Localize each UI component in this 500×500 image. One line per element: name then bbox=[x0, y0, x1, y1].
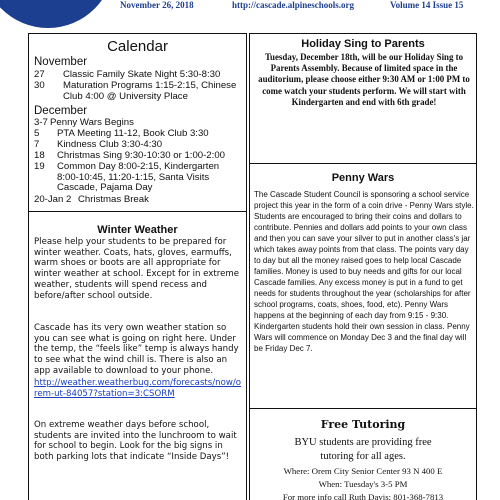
school-url[interactable]: http://cascade.alpineschools.org bbox=[232, 0, 355, 10]
free-tutoring-title: Free Tutoring bbox=[320, 418, 406, 431]
free-tutoring-lead: BYU students are providing free tutoring for all ages. bbox=[294, 437, 432, 462]
newsletter-header bbox=[0, 0, 500, 14]
event-date: 30 bbox=[34, 80, 45, 91]
event-text: Maturation Programs 1:15-2:15, Chinese Club 4:00 @ University Place bbox=[63, 80, 237, 102]
penny-wars-body: The Cascade Student Council is sponsoring a school service project this year in the form of a coin drive - Penny Wars style. Students are encouraged to bring their coins and dollars to contribute. Pennies and dollars add points to your own class and then you can save your silver to put in another class's jar which takes away points from that class. The points vary day to day but all the money raised goes to help local Cascade families. Money is used to buy needs and gifts for our local Cascade families. Any excess money is put in a fund to get needs for students throughout the year (scholarships for after school programs, coats, shoes, food, etc). Penny Wars happens at the beginning of each day from 9:15 - 9:30. Kindergarten students hold their own session in class. Penny Wars will commence on Monday Dec 3 and the final day will be Friday Dec 7. bbox=[254, 190, 474, 353]
calendar-event bbox=[34, 118, 134, 129]
calendar-event bbox=[34, 195, 149, 206]
event-date: 5 bbox=[34, 128, 40, 139]
right-column bbox=[249, 33, 477, 500]
weatherbug-link[interactable]: http://weather.weatherbug.com/forecasts/now/orem-ut-84057?station=3:CSORM bbox=[34, 378, 242, 399]
calendar-month-december: December bbox=[34, 105, 88, 117]
event-text: Penny Wars Begins bbox=[50, 117, 134, 128]
holiday-sing-title: Holiday Sing to Parents bbox=[301, 38, 425, 50]
event-text: Christmas Break bbox=[78, 194, 149, 205]
calendar-title: Calendar bbox=[107, 38, 168, 55]
calendar-event bbox=[34, 81, 237, 102]
tutoring-contact: For more info call Ruth Davis: 801-368-7813 bbox=[282, 492, 444, 500]
section-divider bbox=[250, 408, 476, 409]
calendar-month-november: November bbox=[34, 56, 88, 68]
section-divider bbox=[250, 163, 476, 164]
calendar-event bbox=[34, 140, 162, 151]
winter-weather-paragraph: Please help your students to be prepared for winter weather. Coats, hats, gloves, earmuffs, warm shoes or boots are all appropriate for winter weather at school. Except for in extreme weather, students will spend recess and before/after school outside. bbox=[34, 237, 240, 301]
event-date: 3-7 bbox=[34, 117, 48, 128]
event-date: 20-Jan 2 bbox=[34, 194, 72, 205]
tutoring-time: When: Tuesday's 3-5 PM bbox=[318, 479, 408, 489]
calendar-event bbox=[34, 151, 225, 162]
school-logo bbox=[0, 0, 114, 28]
extreme-weather-paragraph: On extreme weather days before school, students are invited into the lunchroom to wait for school to begin. Look for the big signs in both parking lots that indicate “Inside Days”! bbox=[34, 420, 237, 463]
issue-volume: Volume 14 Issue 15 bbox=[390, 0, 464, 10]
event-text: Common Day 8:00-2:15, Kindergarten 8:00-10:45, 11:20-1:15, Santa Visits Cascade, Pajama Day bbox=[57, 161, 220, 193]
event-date: 18 bbox=[34, 150, 45, 161]
event-date: 19 bbox=[34, 161, 45, 172]
tutoring-location: Where: Orem City Senior Center 93 N 400 E bbox=[283, 466, 443, 476]
calendar-event bbox=[34, 70, 220, 81]
calendar-event bbox=[34, 162, 242, 194]
section-divider bbox=[29, 211, 246, 212]
issue-date: November 26, 2018 bbox=[120, 0, 194, 10]
weather-station-paragraph: Cascade has its very own weather station so you can see what is going on right here. Under the temp, the “feels like” temp is always handy to see what the wind chill is. There is also an app available to download to your phone. bbox=[34, 323, 239, 376]
event-text: Christmas Sing 9:30-10:30 or 1:00-2:00 bbox=[57, 150, 225, 161]
penny-wars-title: Penny Wars bbox=[331, 172, 395, 184]
event-text: Classic Family Skate Night 5:30-8:30 bbox=[63, 69, 221, 80]
event-date: 27 bbox=[34, 69, 45, 80]
holiday-sing-body: Tuesday, December 18th, will be our Holiday Sing to Parents Assembly. Because of limited space in the auditorium, please choose either 9:30 AM or 1:00 PM to come watch your students perform. We will start with Kindergarten and end with 6th grade! bbox=[258, 52, 470, 107]
calendar-event bbox=[34, 129, 209, 140]
left-column bbox=[28, 33, 247, 500]
event-text: Kindness Club 3:30-4:30 bbox=[57, 139, 163, 150]
event-date: 7 bbox=[34, 139, 40, 150]
event-text: PTA Meeting 11-12, Book Club 3:30 bbox=[57, 128, 209, 139]
winter-weather-title: Winter Weather bbox=[97, 224, 178, 236]
